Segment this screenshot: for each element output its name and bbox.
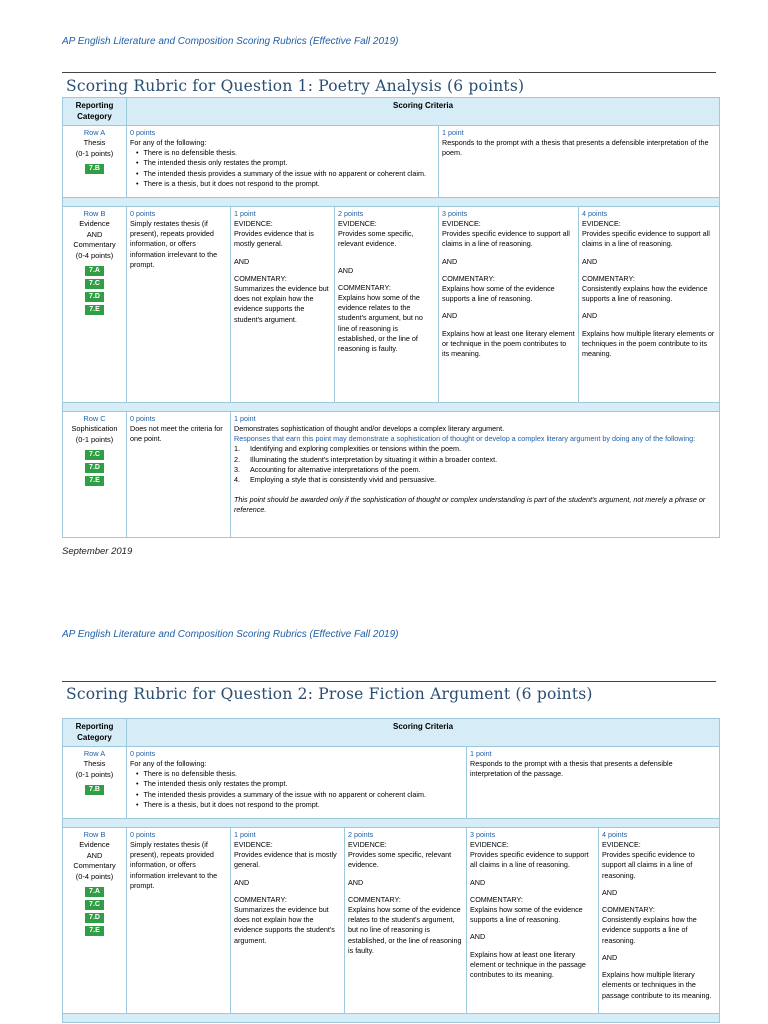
and-label: AND: [338, 265, 354, 275]
row-a-one-point: [467, 746, 720, 818]
commentary-text: Explains how some of the evidence relates to the student's argument, but no line of reasoning is established, or the line of reasoning is faulty.: [338, 293, 423, 354]
reporting-category-header: Reporting Category: [63, 98, 127, 126]
rubric2-header-row: [63, 719, 720, 747]
row-b-label: Row B: [83, 208, 106, 218]
row-b-and: AND: [86, 229, 103, 239]
commentary-label: COMMENTARY:: [234, 273, 287, 283]
rubric2-title: Scoring Rubric for Question 2: Prose Fiction Argument (6 points): [66, 685, 593, 703]
row-a-points: (0-1 points): [75, 769, 114, 779]
criteria-text: Demonstrates sophistication of thought and/or develops a complex literary argument.: [234, 423, 505, 433]
commentary-label: COMMENTARY:: [338, 282, 391, 292]
and-label: AND: [470, 932, 486, 942]
rubric1-header-row: [63, 98, 720, 126]
evidence-text: Provides some specific, relevant evidence.: [348, 850, 452, 870]
skill-badge: 7.C: [85, 450, 104, 460]
criteria-text: Does not meet the criteria for one point.: [130, 423, 223, 444]
skill-badge: 7.C: [85, 900, 104, 910]
points-label: 1 point: [234, 413, 256, 423]
evidence-text: Provides specific evidence to support all claims in a line of reasoning.: [442, 229, 570, 249]
numbered-item: 4. Employing a style that is consistently vivid and persuasive.: [234, 475, 437, 485]
skill-badge: 7.E: [85, 476, 104, 486]
evidence-label: EVIDENCE:: [234, 839, 273, 849]
points-label: 3 points: [442, 208, 468, 218]
row-b-name: Commentary: [73, 861, 116, 871]
sophistication-note: Responses that earn this point may demonstrate a sophistication of thought or develop a complex literary argument by doing any of the following:: [234, 434, 696, 444]
skill-badge: 7.D: [85, 913, 104, 923]
evidence-text: Provides evidence that is mostly general.: [234, 850, 337, 870]
commentary-label: COMMENTARY:: [602, 905, 655, 915]
points-label: 1 point: [470, 748, 492, 758]
skill-badge: 7.B: [85, 785, 104, 795]
row-a: [63, 746, 720, 818]
title-rule: [62, 72, 716, 73]
skill-badge: 7.A: [85, 887, 104, 897]
row-c-points: (0-1 points): [75, 434, 114, 444]
numbered-item: 3. Accounting for alternative interpretations of the poem.: [234, 464, 421, 474]
skill-badge: 7.B: [85, 164, 104, 174]
skill-badge: 7.E: [85, 926, 104, 936]
points-label: 3 points: [470, 829, 496, 839]
extra-criteria-text: Explains how at least one literary element or technique in the passage contributes to its meaning.: [470, 949, 586, 980]
commentary-text: Summarizes the evidence but does not explain how the evidence supports the student's argument.: [234, 284, 329, 324]
rubric1-table: [62, 97, 720, 538]
row-b-four-points: [599, 827, 720, 1013]
criteria-intro: For any of the following:: [130, 758, 207, 768]
row-a-name: Thesis: [83, 759, 106, 769]
evidence-label: EVIDENCE:: [602, 839, 641, 849]
skill-badge: 7.D: [85, 292, 104, 302]
commentary-text: Explains how some of the evidence relates to the student's argument, but no line of reasoning is established, or the line of reasoning is faulty.: [348, 905, 462, 955]
row-b-two-points: [345, 827, 467, 1013]
italic-note: This point should be awarded only if the sophistication of thought or complex understanding is part of the student's argument, not merely a phrase or reference.: [234, 495, 706, 515]
skill-badge: 7.A: [85, 266, 104, 276]
and-label: AND: [348, 877, 364, 887]
separator-row: [63, 818, 720, 827]
skill-badge: 7.E: [85, 305, 104, 315]
row-b-two-points: [335, 206, 439, 402]
and-label: AND: [234, 256, 250, 266]
criteria-bullet: • The intended thesis provides a summary of the issue with no apparent or coherent claim.: [136, 790, 463, 800]
points-label: 2 points: [348, 829, 374, 839]
criteria-text: Responds to the prompt with a thesis that presents a defensible interpretation of the poem.: [442, 137, 709, 158]
points-label: 2 points: [338, 208, 364, 218]
commentary-label: COMMENTARY:: [470, 894, 523, 904]
and-label: AND: [582, 311, 598, 321]
scoring-criteria-header: Scoring Criteria: [127, 719, 720, 747]
row-b-one-point: [231, 206, 335, 402]
row-b-points: (0-4 points): [75, 250, 114, 260]
evidence-text: Provides specific evidence to support all claims in a line of reasoning.: [470, 850, 589, 870]
evidence-label: EVIDENCE:: [348, 839, 387, 849]
and-label: AND: [442, 256, 458, 266]
points-label: 4 points: [582, 208, 608, 218]
row-b-three-points: [467, 827, 599, 1013]
row-b-category: [63, 827, 127, 1013]
row-b-name: Commentary: [73, 240, 116, 250]
commentary-text: Explains how some of the evidence supports a line of reasoning.: [470, 905, 583, 925]
points-label: 0 points: [130, 413, 156, 423]
row-b-points: (0-4 points): [75, 871, 114, 881]
and-label: AND: [582, 256, 598, 266]
criteria-text: Simply restates thesis (if present), repeats provided information, or offers information irrelevant to the prompt.: [130, 218, 218, 269]
commentary-text: Consistently explains how the evidence supports a line of reasoning.: [582, 284, 708, 304]
separator-row: [63, 197, 720, 206]
evidence-label: EVIDENCE:: [234, 218, 273, 228]
evidence-text: Provides evidence that is mostly general.: [234, 229, 314, 249]
commentary-text: Explains how some of the evidence supports a line of reasoning.: [442, 284, 555, 304]
scoring-criteria-header: Scoring Criteria: [127, 98, 720, 126]
and-label: AND: [602, 887, 618, 897]
skill-badge: 7.C: [85, 279, 104, 289]
and-label: AND: [470, 877, 486, 887]
commentary-label: COMMENTARY:: [348, 894, 401, 904]
and-label: AND: [442, 311, 458, 321]
evidence-text: Provides some specific, relevant evidence.: [338, 229, 414, 249]
rubric1-title: Scoring Rubric for Question 1: Poetry Analysis (6 points): [66, 77, 525, 95]
row-a: [63, 125, 720, 197]
row-c-one-point: [231, 411, 720, 537]
numbered-item: 2. Illuminating the student's interpretation by situating it within a broader context.: [234, 454, 498, 464]
row-b-one-point: [231, 827, 345, 1013]
row-b-label: Row B: [83, 829, 106, 839]
separator-row: [63, 402, 720, 411]
points-label: 4 points: [602, 829, 628, 839]
row-a-category: [63, 125, 127, 197]
points-label: 1 point: [234, 208, 256, 218]
row-a-one-point: [439, 125, 720, 197]
evidence-text: Provides specific evidence to support all claims in a line of reasoning.: [602, 850, 695, 880]
points-label: 1 point: [234, 829, 256, 839]
row-b: [63, 206, 720, 402]
row-c-name: Sophistication: [71, 424, 118, 434]
page-footer: September 2019: [62, 546, 133, 557]
and-label: AND: [234, 877, 250, 887]
row-a-zero-points: [127, 746, 467, 818]
row-a-points: (0-1 points): [75, 148, 114, 158]
criteria-bullet: • The intended thesis provides a summary of the issue with no apparent or coherent claim.: [136, 169, 435, 179]
commentary-text: Summarizes the evidence but does not explain how the evidence supports the student's argument.: [234, 905, 335, 945]
commentary-label: COMMENTARY:: [442, 273, 495, 283]
criteria-text: Responds to the prompt with a thesis that presents a defensible interpretation of the passage.: [470, 758, 673, 779]
evidence-label: EVIDENCE:: [338, 218, 377, 228]
rubric2-table: [62, 718, 720, 1023]
points-label: 0 points: [130, 127, 156, 137]
row-b: [63, 827, 720, 1013]
extra-criteria-text: Explains how multiple literary elements or techniques in the poem contribute to its meaning.: [582, 328, 715, 359]
criteria-bullet: • There is a thesis, but it does not respond to the prompt.: [136, 179, 435, 189]
points-label: 0 points: [130, 829, 156, 839]
numbered-item: 1. Identifying and exploring complexities or tensions within the poem.: [234, 444, 461, 454]
row-b-and: AND: [86, 850, 103, 860]
criteria-bullet: • The intended thesis only restates the prompt.: [136, 158, 435, 168]
criteria-bullet: • The intended thesis only restates the prompt.: [136, 779, 463, 789]
separator-row: [63, 1013, 720, 1022]
criteria-bullet: • There is no defensible thesis.: [136, 769, 463, 779]
points-label: 0 points: [130, 208, 156, 218]
evidence-label: EVIDENCE:: [442, 218, 481, 228]
row-b-zero-points: [127, 827, 231, 1013]
and-label: AND: [602, 952, 618, 962]
row-a-name: Thesis: [83, 138, 106, 148]
evidence-label: EVIDENCE:: [582, 218, 621, 228]
reporting-category-header: Reporting Category: [63, 719, 127, 747]
points-label: 1 point: [442, 127, 464, 137]
evidence-text: Provides specific evidence to support all claims in a line of reasoning.: [582, 229, 710, 249]
row-a-label: Row A: [83, 748, 106, 758]
row-c: [63, 411, 720, 537]
title-rule: [62, 681, 716, 682]
commentary-text: Consistently explains how the evidence supports a line of reasoning.: [602, 915, 697, 945]
criteria-text: Simply restates thesis (if present), repeats provided information, or offers information irrelevant to the prompt.: [130, 839, 218, 890]
evidence-label: EVIDENCE:: [470, 839, 509, 849]
row-c-label: Row C: [83, 413, 106, 423]
points-label: 0 points: [130, 748, 156, 758]
row-c-category: [63, 411, 127, 537]
row-a-label: Row A: [83, 127, 106, 137]
row-b-category: [63, 206, 127, 402]
commentary-label: COMMENTARY:: [582, 273, 635, 283]
criteria-bullet: • There is no defensible thesis.: [136, 148, 435, 158]
skill-badge: 7.D: [85, 463, 104, 473]
row-b-zero-points: [127, 206, 231, 402]
page-header: AP English Literature and Composition Scoring Rubrics (Effective Fall 2019): [62, 629, 399, 640]
row-b-four-points: [579, 206, 720, 402]
criteria-intro: For any of the following:: [130, 137, 207, 147]
row-a-category: [63, 746, 127, 818]
row-a-zero-points: [127, 125, 439, 197]
criteria-bullet: • There is a thesis, but it does not respond to the prompt.: [136, 800, 463, 810]
row-b-name: Evidence: [79, 840, 110, 850]
commentary-label: COMMENTARY:: [234, 894, 287, 904]
extra-criteria-text: Explains how at least one literary element or technique in the poem contributes to its meaning.: [442, 328, 575, 359]
row-c-zero-points: [127, 411, 231, 537]
page-header: AP English Literature and Composition Scoring Rubrics (Effective Fall 2019): [62, 36, 399, 47]
row-b-name: Evidence: [79, 219, 110, 229]
extra-criteria-text: Explains how multiple literary elements or techniques in the passage contribute to its meaning.: [602, 970, 712, 1000]
row-b-three-points: [439, 206, 579, 402]
